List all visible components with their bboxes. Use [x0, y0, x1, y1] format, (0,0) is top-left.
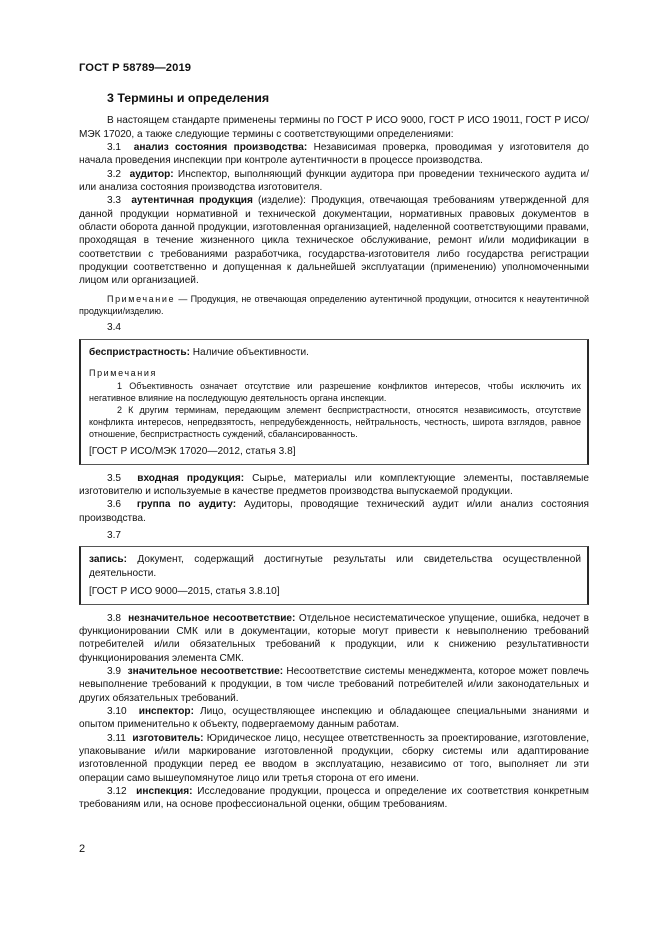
term-name: инспектор:: [138, 705, 194, 717]
term-name: значительное несоответствие:: [127, 665, 284, 677]
term-definition: Аудиторы, проводящие технический аудит и/или анализ состояния производства.: [79, 499, 589, 524]
intro-paragraph: В настоящем стандарте применены термины по ГОСТ Р ИСО 9000, ГОСТ Р ИСО 19011, ГОСТ Р ИСО/МЭК 17020, а также следующие термины с соответствующими определениями:: [79, 115, 589, 140]
term-3-1: [79, 141, 589, 168]
term-name: незначительное несоответствие:: [128, 612, 296, 624]
term-number: 3.6: [107, 499, 122, 511]
term-number: 3.12: [107, 785, 127, 797]
term-number: 3.10: [107, 705, 127, 717]
term-3-2: [79, 168, 589, 195]
term-3-8: [79, 612, 589, 665]
term-number: 3.9: [107, 665, 122, 677]
term-3-11: [79, 732, 589, 785]
term-number: 3.3: [107, 195, 122, 207]
term-name: аудитор:: [129, 168, 174, 180]
term-definition: Исследование продукции, процесса и определение их соответствия конкретным требованиям или, на основе профессиональной оценки, общим требованиям.: [79, 785, 590, 811]
term-number: 3.2: [107, 168, 122, 180]
term-name: запись:: [89, 554, 127, 566]
term-source: [ГОСТ Р ИСО 9000—2015, статья 3.8.10]: [89, 586, 280, 598]
document-header: ГОСТ Р 58789—2019: [79, 62, 192, 74]
term-3-5: [79, 472, 589, 499]
term-definition: Лицо, осуществляющее инспекцию и обладающее специальными знаниями и опытом применительно к объекту, подвергаемому данным работам.: [79, 705, 590, 731]
term-3-10: [79, 705, 589, 732]
document-body: [79, 88, 589, 812]
term-number: 3.11: [107, 732, 126, 744]
term-name: группа по аудиту:: [136, 499, 237, 511]
note-3-3: [79, 294, 589, 318]
term-3-7: [89, 553, 581, 580]
term-box-3-4: [79, 339, 589, 465]
term-name: анализ состояния производства:: [133, 142, 308, 154]
section-title: 3 Термины и определения: [107, 91, 270, 105]
term-name: беспристрастность:: [89, 346, 190, 358]
term-name: инспекция:: [136, 785, 193, 797]
term-name: входная продукция:: [137, 472, 245, 484]
term-3-9: [79, 665, 589, 705]
term-box-3-7: [79, 546, 589, 604]
term-source: [ГОСТ Р ИСО/МЭК 17020—2012, статья 3.8]: [89, 446, 296, 458]
term-definition: Сырье, материалы или комплектующие элементы, поставляемые изготовителю и используемые в качестве предметов производства выпускаемой продукции.: [79, 472, 589, 498]
term-number-3-4: 3.4: [107, 322, 122, 334]
term-number: 3.5: [107, 472, 122, 484]
note-label: Примечание: [107, 293, 176, 304]
note-2: 2 К другим терминам, передающим элемент беспристрастности, относятся независимость, отсутствие конфликта интересов, непредвзятость, непредубежденность, нейтральность, честность, широта взглядов, равное отношение, беспристрастность суждений, сбалансированность.: [89, 405, 581, 439]
term-number: 3.1: [107, 142, 122, 154]
term-3-3: [79, 194, 589, 287]
term-definition: Независимая проверка, проводимая у изготовителя до начала проведения инспекции при контроле аутентичности в процессе производства.: [79, 142, 590, 167]
term-name: изготовитель:: [132, 732, 204, 744]
note-text: — Продукция, не отвечающая определению аутентичной продукции, относится к неаутентичной продукции/изделию.: [79, 293, 589, 316]
term-definition: Наличие объективности.: [189, 346, 309, 358]
term-definition: : Продукция, отвечающая требованиям утвержденной для данной продукции нормативной и технической документации, нормативных правовых документов в области оборота данной продукции, изготовленная организацией, наделенной соответствующими правами, проходящая в течение жизненного цикла техническое обслуживание, ремонт и/или модификации в соответствии с требованиями разработчика, государства-изготовителя либо государства регистрации продукции соответственно и допущенная к дальнейшей эксплуатации (применению) уполномоченными лицом или организацией.: [79, 195, 589, 287]
page-number: 2: [79, 843, 86, 855]
term-definition: Юридическое лицо, несущее ответственность за проектирование, изготовление, упаковывание и/или маркирование изготовленной продукции, сборку системы или адаптирование изготовленной продукции перед ее вводом в эксплуатацию, независимо от того, выполняет ли эти операции само вышеупомянутое лицо или третья сторона от его имени.: [79, 732, 589, 784]
term-definition: Документ, содержащий достигнутые результаты или свидетельства осуществленной деятельности.: [89, 554, 581, 579]
term-3-4: [89, 346, 581, 359]
term-definition: Инспектор, выполняющий функции аудитора при проведении технического аудита и/или анализа состояния производства изготовителя.: [79, 168, 589, 194]
notes-title: Примечания: [89, 368, 157, 379]
term-definition: Отдельное несистематическое упущение, ошибка, недочет в функционировании СМК или в документации, которые могут привести к невыполнению требований потребителей и/или обязательных требований к продукции, или к снижению результативности функционирования элемента СМК.: [79, 612, 589, 664]
term-synonym: (изделие): [252, 195, 304, 207]
term-3-6: [79, 498, 589, 525]
term-3-12: [79, 785, 589, 812]
term-name: аутентичная продукция: [131, 195, 253, 207]
note-1: 1 Объективность означает отсутствие или разрешение конфликтов интересов, чтобы исключить их негативное влияние на последующую деятельность органа инспекции.: [89, 381, 581, 404]
term-definition: Несоответствие системы менеджмента, которое может повлечь невыполнение требований к продукции, в том числе требований потребителей и/или законодательных и других обязательных требований.: [79, 665, 590, 704]
term-number-3-7: 3.7: [107, 530, 122, 542]
term-number: 3.8: [107, 612, 122, 624]
